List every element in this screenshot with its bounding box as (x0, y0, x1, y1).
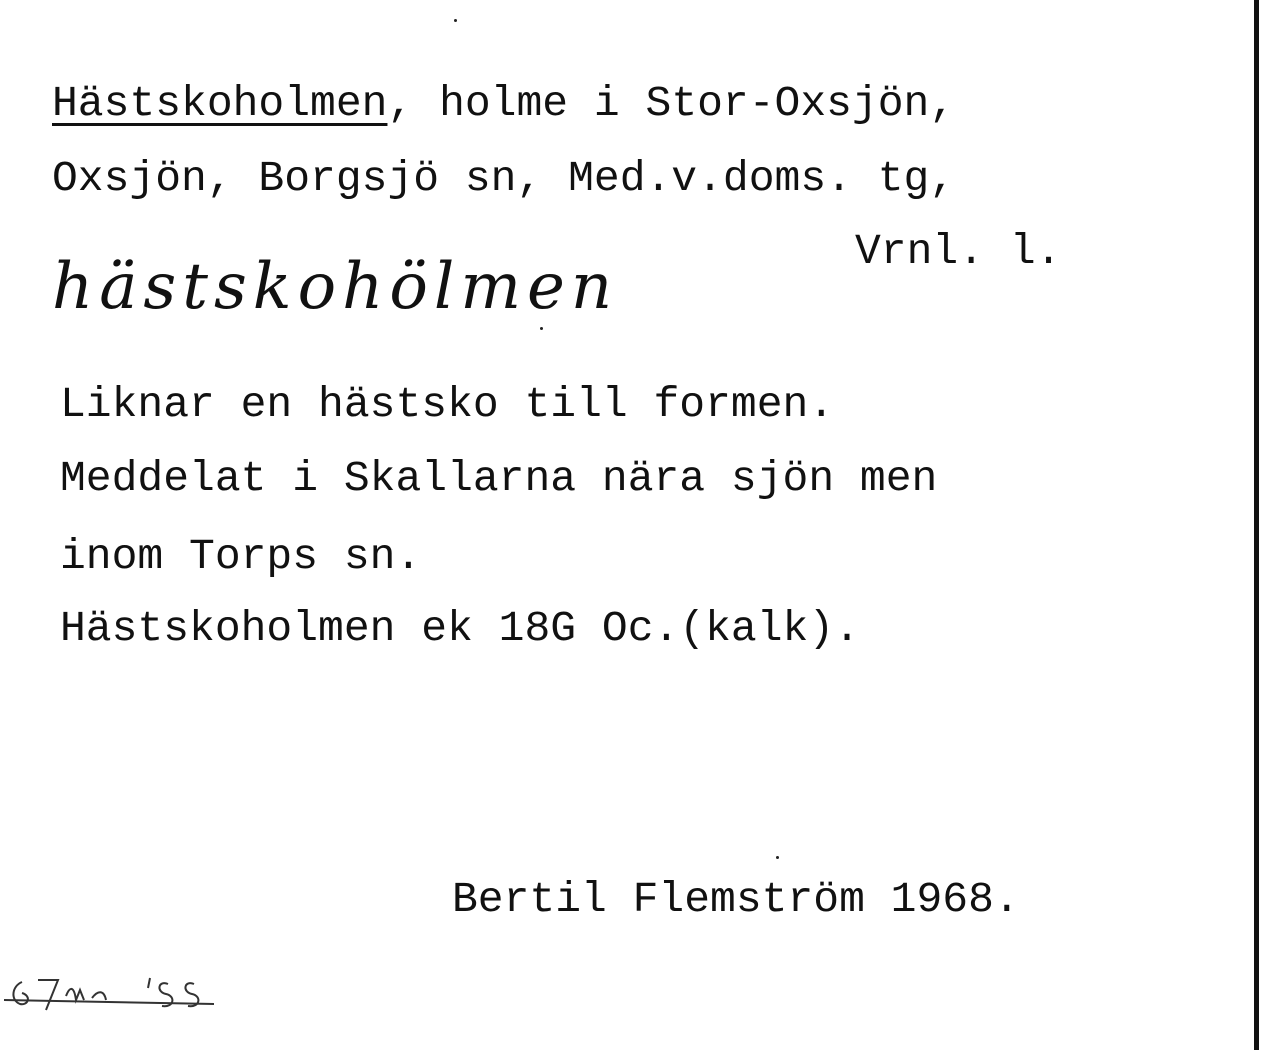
header-line-1 (52, 79, 956, 128)
archive-mark (0, 960, 230, 1030)
header-line-1-rest: , holme i Stor-Oxsjön, (387, 79, 956, 128)
handwritten-pronunciation: hästskohölmen (52, 250, 619, 324)
card-edge-line (1254, 0, 1259, 1050)
signature: Bertil Flemström 1968. (452, 875, 1020, 924)
body-line: Meddelat i Skallarna nära sjön men (60, 454, 938, 503)
body-line: Hästskoholmen ek 18G Oc.(kalk). (60, 604, 860, 653)
speck (540, 327, 543, 330)
speck (776, 856, 779, 859)
body-line: inom Torps sn. (60, 532, 422, 581)
header-line-3: Vrnl. l. (855, 227, 1062, 276)
speck (454, 19, 457, 22)
body-line: Liknar en hästsko till formen. (60, 380, 835, 429)
headword: Hästskoholmen (52, 79, 388, 128)
header-line-2: Oxsjön, Borgsjö sn, Med.v.doms. tg, (52, 154, 956, 203)
